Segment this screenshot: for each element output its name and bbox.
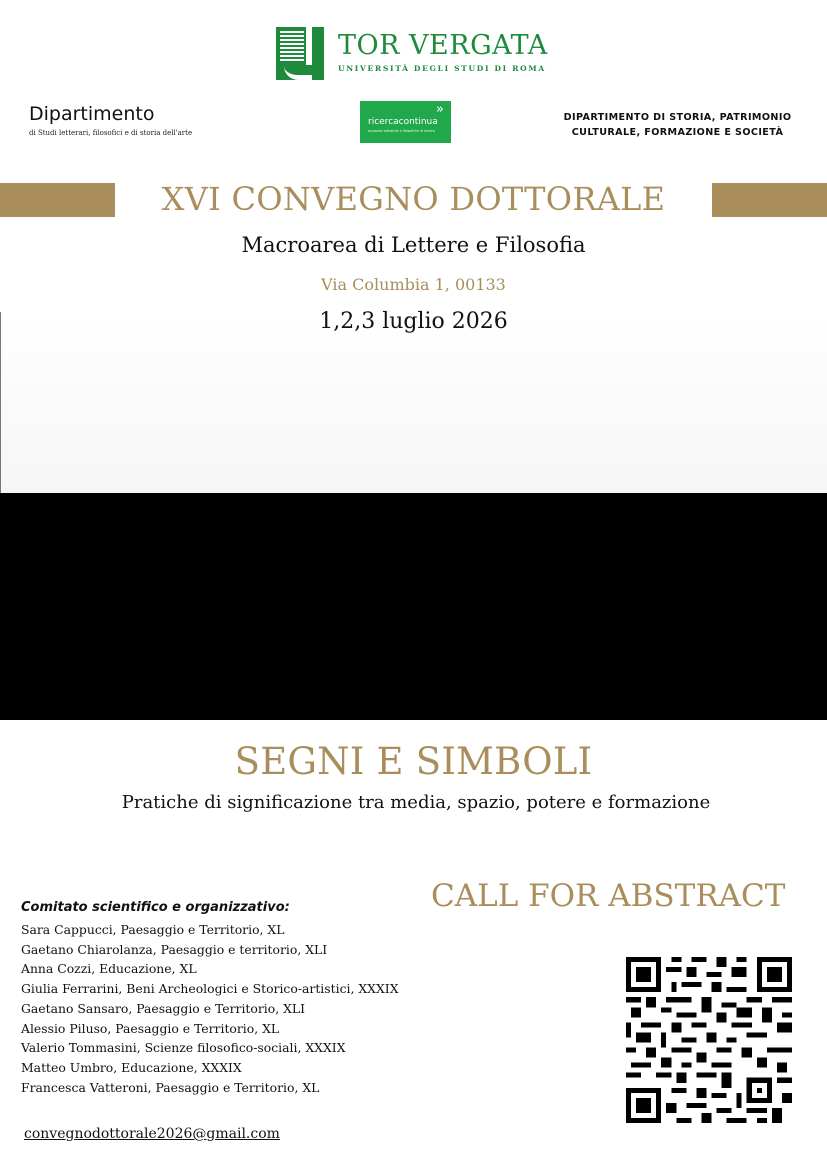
committee-member: Gaetano Sansaro, Paesaggio e Territorio, XLI	[21, 1000, 306, 1016]
image-placeholder-black	[0, 493, 827, 720]
committee-member: Valerio Tommasini, Scienze filosofico-sociali, XXXIX	[21, 1040, 346, 1056]
committee-title: Comitato scientifico e organizzativo:	[21, 900, 290, 915]
department-right-line1: DIPARTIMENTO DI STORIA, PATRIMONIO	[563, 112, 792, 123]
ricerca-continua-name: ricercacontinua	[368, 117, 438, 127]
tor-vergata-name: TOR VERGATA	[338, 30, 548, 61]
ricerca-continua-tagline: occasioni artistiche e filosofiche di ricerca	[368, 129, 435, 133]
committee-member: Sara Cappucci, Paesaggio e Territorio, XL	[21, 922, 285, 937]
committee-member: Matteo Umbro, Educazione, XXXIX	[21, 1059, 242, 1075]
dipartimento-logo-title: Dipartimento	[29, 103, 155, 125]
event-macroarea: Macroarea di Lettere e Filosofia	[241, 233, 586, 257]
contact-email-link[interactable]: convegnodottorale2026@gmail.com	[24, 1126, 280, 1142]
committee-member: Francesca Vatteroni, Paesaggio e Territorio, XL	[21, 1079, 320, 1095]
committee-member: Gaetano Chiarolanza, Paesaggio e territorio, XLI	[21, 941, 328, 957]
theme-subtitle: Pratiche di significazione tra media, spazio, potere e formazione	[121, 792, 711, 813]
committee-member: Anna Cozzi, Educazione, XL	[21, 961, 197, 977]
qr-code-icon[interactable]	[626, 957, 792, 1123]
tor-vergata-subtitle: UNIVERSITÀ DEGLI STUDI DI ROMA	[338, 64, 546, 73]
call-for-abstract: CALL FOR ABSTRACT	[431, 878, 786, 914]
department-right-logo	[540, 110, 815, 140]
event-title: XVI CONVEGNO DOTTORALE	[161, 180, 666, 218]
double-chevron-icon: »	[436, 102, 444, 117]
committee-member: Alessio Piluso, Paesaggio e Territorio, XL	[21, 1020, 280, 1036]
theme-title: SEGNI E SIMBOLI	[234, 740, 593, 783]
department-right-line2: CULTURALE, FORMAZIONE E SOCIETÀ	[571, 127, 784, 138]
dipartimento-logo-subtitle: di Studi letterari, filosofici e di storia dell'arte	[29, 129, 193, 137]
event-dates: 1,2,3 luglio 2026	[319, 309, 508, 334]
tor-vergata-emblem-icon	[276, 27, 324, 80]
committee-member: Giulia Ferrarini, Beni Archeologici e Storico-artistici, XXXIX	[21, 981, 399, 997]
tor-vergata-logo	[276, 27, 556, 81]
image-fade-area	[0, 312, 827, 493]
event-address: Via Columbia 1, 00133	[321, 275, 506, 294]
ricerca-continua-logo	[360, 101, 451, 143]
committee-list	[21, 920, 399, 1097]
